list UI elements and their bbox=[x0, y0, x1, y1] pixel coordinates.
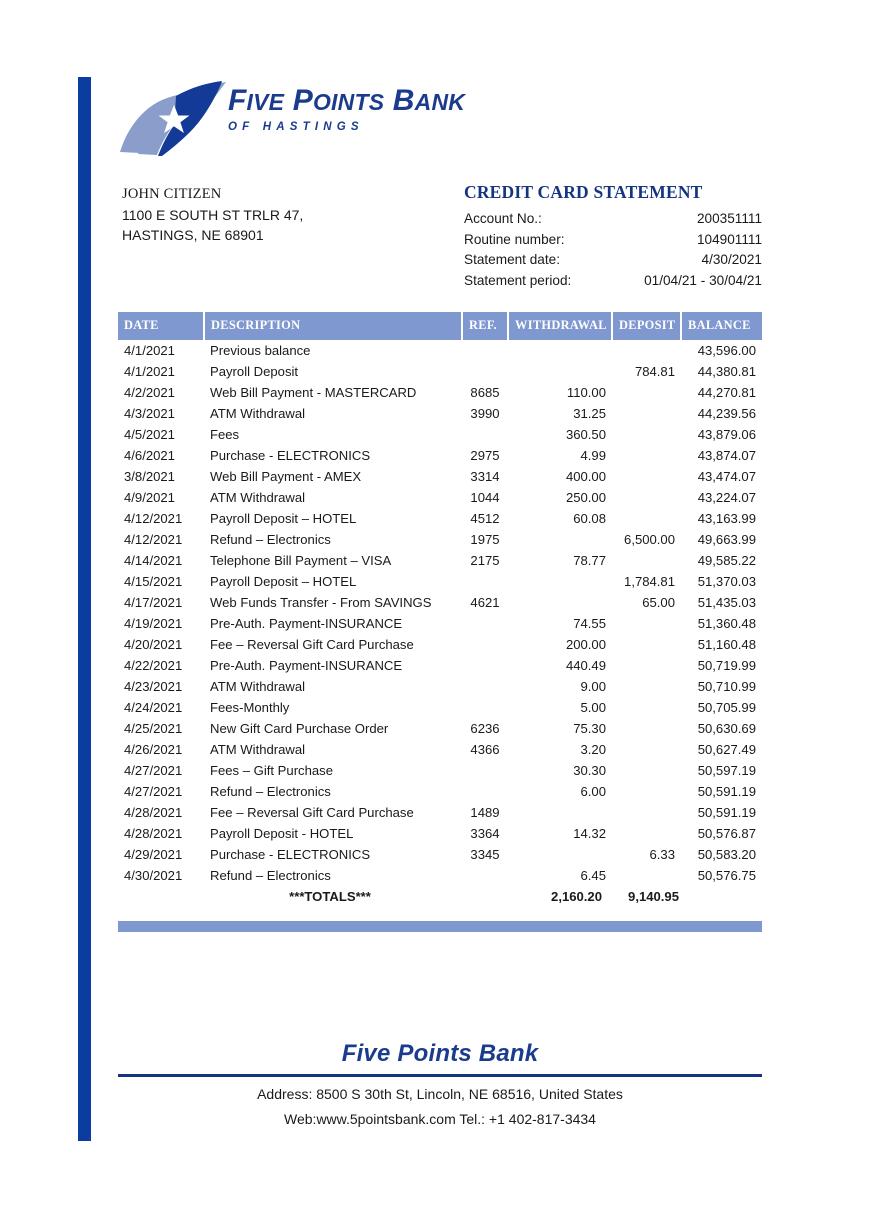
transaction-withdrawal bbox=[508, 802, 612, 823]
transaction-description: Previous balance bbox=[210, 343, 311, 358]
transaction-deposit: 784.81 bbox=[634, 364, 675, 379]
table-body bbox=[118, 340, 762, 907]
transaction-balance: 51,370.03 bbox=[697, 574, 756, 589]
transaction-description: ATM Withdrawal bbox=[210, 406, 306, 421]
transaction-withdrawal bbox=[508, 361, 612, 382]
transaction-description: Purchase - ELECTRONICS bbox=[210, 847, 371, 862]
transaction-date: 4/12/2021 bbox=[124, 511, 183, 526]
transaction-ref: 6236 bbox=[470, 721, 500, 736]
table-row bbox=[118, 760, 762, 781]
transaction-withdrawal: 200.00 bbox=[565, 637, 606, 652]
transaction-deposit: 6.33 bbox=[649, 847, 675, 862]
transaction-ref: 4512 bbox=[470, 511, 500, 526]
column-header-deposit: DEPOSIT bbox=[612, 312, 681, 340]
totals-spacer bbox=[118, 886, 204, 907]
transaction-description: Fees – Gift Purchase bbox=[210, 763, 333, 778]
totals-row bbox=[118, 886, 762, 907]
transaction-ref: 4366 bbox=[470, 742, 500, 757]
transaction-withdrawal: 110.00 bbox=[566, 385, 606, 400]
transaction-withdrawal: 400.00 bbox=[565, 469, 606, 484]
transaction-balance: 51,360.48 bbox=[697, 616, 756, 631]
transaction-deposit bbox=[612, 781, 681, 802]
table-row bbox=[118, 403, 762, 424]
transaction-balance: 43,596.00 bbox=[697, 343, 756, 358]
transaction-balance: 43,163.99 bbox=[697, 511, 756, 526]
totals-ref-spacer bbox=[462, 886, 508, 907]
transaction-date: 4/1/2021 bbox=[124, 364, 175, 379]
column-header-date: DATE bbox=[118, 312, 204, 340]
transaction-description: Fee – Reversal Gift Card Purchase bbox=[210, 637, 414, 652]
table-row bbox=[118, 445, 762, 466]
transaction-withdrawal: 14.32 bbox=[573, 826, 606, 841]
transaction-balance: 43,224.07 bbox=[697, 490, 756, 505]
table-row bbox=[118, 466, 762, 487]
transaction-deposit bbox=[612, 739, 681, 760]
transaction-description: ATM Withdrawal bbox=[210, 679, 306, 694]
transaction-date: 4/25/2021 bbox=[124, 721, 183, 736]
transactions-table bbox=[118, 312, 762, 907]
transaction-balance: 44,239.56 bbox=[697, 406, 756, 421]
transaction-date: 4/22/2021 bbox=[124, 658, 183, 673]
transaction-withdrawal: 250.00 bbox=[565, 490, 606, 505]
transaction-date: 4/1/2021 bbox=[124, 343, 175, 358]
table-row bbox=[118, 823, 762, 844]
statement-meta-label: Statement date: bbox=[464, 252, 560, 267]
transaction-balance: 50,591.19 bbox=[697, 784, 756, 799]
statement-meta-row bbox=[464, 230, 762, 251]
transaction-date: 4/14/2021 bbox=[124, 553, 183, 568]
transaction-date: 4/27/2021 bbox=[124, 763, 183, 778]
footer-bank-name: Five Points Bank bbox=[341, 1040, 539, 1067]
table-row bbox=[118, 781, 762, 802]
statement-meta-label: Routine number: bbox=[464, 231, 565, 247]
transaction-ref: 1489 bbox=[470, 805, 500, 820]
transaction-description: ATM Withdrawal bbox=[210, 490, 306, 505]
transaction-description: Telephone Bill Payment – VISA bbox=[210, 553, 392, 568]
transaction-description: Pre-Auth. Payment-INSURANCE bbox=[210, 658, 403, 673]
column-header-ref: REF. bbox=[462, 312, 508, 340]
transaction-description: Refund – Electronics bbox=[210, 532, 331, 547]
transaction-description: Web Bill Payment - MASTERCARD bbox=[210, 385, 417, 400]
table-row bbox=[118, 844, 762, 865]
table-bottom-bar bbox=[118, 921, 762, 932]
transaction-ref: 3990 bbox=[470, 406, 500, 421]
table-row bbox=[118, 655, 762, 676]
transaction-description: Fee – Reversal Gift Card Purchase bbox=[210, 805, 414, 820]
transaction-ref bbox=[462, 424, 508, 445]
transaction-ref bbox=[462, 571, 508, 592]
five-points-swoosh-icon bbox=[118, 74, 233, 158]
transaction-balance: 44,270.81 bbox=[697, 385, 756, 400]
table-row bbox=[118, 529, 762, 550]
transaction-description: New Gift Card Purchase Order bbox=[210, 721, 389, 736]
table-row bbox=[118, 571, 762, 592]
customer-address-line-1: 1100 E SOUTH ST TRLR 47, bbox=[122, 206, 304, 223]
footer-contact: Web:www.5pointsbank.com Tel.: +1 402-817-3434 bbox=[284, 1111, 596, 1127]
transaction-balance: 43,474.07 bbox=[697, 469, 756, 484]
transaction-deposit bbox=[612, 676, 681, 697]
transaction-deposit bbox=[612, 655, 681, 676]
transaction-ref: 3314 bbox=[470, 469, 500, 484]
transaction-withdrawal: 74.55 bbox=[573, 616, 606, 631]
transaction-withdrawal bbox=[508, 844, 612, 865]
table-row bbox=[118, 361, 762, 382]
transaction-withdrawal: 6.45 bbox=[580, 868, 606, 883]
transaction-ref: 8685 bbox=[470, 385, 500, 400]
totals-balance-spacer bbox=[681, 886, 762, 907]
totals-label: ***TOTALS*** bbox=[289, 889, 371, 904]
transaction-date: 4/12/2021 bbox=[124, 532, 183, 547]
table-row bbox=[118, 613, 762, 634]
table-header-row bbox=[118, 312, 762, 340]
transaction-date: 4/23/2021 bbox=[124, 679, 183, 694]
transaction-description: Payroll Deposit bbox=[210, 364, 299, 379]
transaction-ref bbox=[462, 676, 508, 697]
transaction-balance: 50,583.20 bbox=[697, 847, 756, 862]
transaction-withdrawal: 60.08 bbox=[573, 511, 606, 526]
transaction-deposit bbox=[612, 445, 681, 466]
transaction-withdrawal bbox=[508, 592, 612, 613]
transaction-ref bbox=[462, 760, 508, 781]
transaction-description: Payroll Deposit – HOTEL bbox=[210, 511, 357, 526]
table-header bbox=[118, 312, 762, 340]
transaction-date: 4/20/2021 bbox=[124, 637, 183, 652]
statement-meta-row bbox=[464, 271, 762, 292]
transaction-deposit bbox=[612, 550, 681, 571]
transaction-balance: 50,719.99 bbox=[697, 658, 756, 673]
transaction-deposit bbox=[612, 865, 681, 886]
transaction-balance: 49,663.99 bbox=[697, 532, 756, 547]
transaction-ref bbox=[462, 781, 508, 802]
transaction-date: 3/8/2021 bbox=[124, 469, 175, 484]
transaction-balance: 50,705.99 bbox=[697, 700, 756, 715]
transaction-balance: 50,576.75 bbox=[697, 868, 756, 883]
customer-name: JOHN CITIZEN bbox=[122, 186, 222, 202]
statement-meta-row bbox=[464, 209, 762, 230]
transaction-withdrawal: 3.20 bbox=[580, 742, 606, 757]
transaction-ref bbox=[462, 655, 508, 676]
table-row bbox=[118, 634, 762, 655]
statement-title: CREDIT CARD STATEMENT bbox=[464, 182, 703, 202]
transaction-deposit bbox=[612, 613, 681, 634]
page-footer bbox=[118, 1040, 762, 1130]
transaction-balance: 50,627.49 bbox=[697, 742, 756, 757]
transaction-deposit bbox=[612, 760, 681, 781]
footer-divider bbox=[118, 1074, 762, 1077]
statement-meta-value: 4/30/2021 bbox=[701, 252, 762, 267]
transaction-withdrawal: 360.50 bbox=[565, 427, 606, 442]
transaction-balance: 50,591.19 bbox=[697, 805, 756, 820]
transaction-ref bbox=[462, 865, 508, 886]
transaction-withdrawal: 9.00 bbox=[580, 679, 606, 694]
totals-deposit: 9,140.95 bbox=[628, 889, 679, 904]
transaction-date: 4/28/2021 bbox=[124, 826, 183, 841]
statement-meta-block bbox=[464, 182, 762, 291]
left-accent-bar bbox=[78, 77, 91, 1141]
transaction-balance: 50,576.87 bbox=[697, 826, 756, 841]
transaction-date: 4/5/2021 bbox=[124, 427, 175, 442]
transaction-description: Refund – Electronics bbox=[210, 784, 331, 799]
column-header-withdrawal: WITHDRAWAL bbox=[508, 312, 612, 340]
transaction-ref bbox=[462, 613, 508, 634]
transaction-date: 4/30/2021 bbox=[124, 868, 183, 883]
transaction-deposit bbox=[612, 403, 681, 424]
transaction-withdrawal: 6.00 bbox=[580, 784, 606, 799]
transaction-deposit bbox=[612, 487, 681, 508]
table-row bbox=[118, 676, 762, 697]
transaction-description: ATM Withdrawal bbox=[210, 742, 306, 757]
transaction-date: 4/2/2021 bbox=[124, 385, 175, 400]
statement-meta-label: Account No.: bbox=[464, 211, 542, 226]
bank-tagline: OF HASTINGS bbox=[228, 121, 364, 133]
transaction-deposit bbox=[612, 466, 681, 487]
transaction-balance: 44,380.81 bbox=[697, 364, 756, 379]
statement-meta-value: 200351111 bbox=[696, 211, 762, 226]
transaction-withdrawal: 5.00 bbox=[580, 700, 606, 715]
transaction-balance: 49,585.22 bbox=[697, 553, 756, 568]
transaction-withdrawal: 440.49 bbox=[565, 658, 606, 673]
transaction-withdrawal bbox=[508, 571, 612, 592]
transaction-description: Payroll Deposit – HOTEL bbox=[210, 574, 357, 589]
transactions-table-wrap bbox=[118, 312, 762, 907]
transaction-date: 4/6/2021 bbox=[124, 448, 175, 463]
transaction-withdrawal: 30.30 bbox=[573, 763, 606, 778]
transaction-ref bbox=[462, 634, 508, 655]
transaction-deposit bbox=[612, 802, 681, 823]
transaction-deposit bbox=[612, 508, 681, 529]
transaction-ref: 3364 bbox=[470, 826, 500, 841]
table-row bbox=[118, 865, 762, 886]
transaction-description: Fees-Monthly bbox=[210, 700, 290, 715]
transaction-balance: 50,597.19 bbox=[697, 763, 756, 778]
table-row bbox=[118, 487, 762, 508]
totals-withdrawal: 2,160.20 bbox=[551, 889, 602, 904]
transaction-deposit bbox=[612, 823, 681, 844]
transaction-deposit bbox=[612, 382, 681, 403]
transaction-ref bbox=[462, 361, 508, 382]
table-row bbox=[118, 592, 762, 613]
transaction-balance: 51,160.48 bbox=[697, 637, 756, 652]
customer-address-line-2: HASTINGS, NE 68901 bbox=[122, 227, 264, 243]
transaction-deposit: 65.00 bbox=[642, 595, 675, 610]
transaction-ref: 1975 bbox=[470, 532, 500, 547]
transaction-ref bbox=[462, 340, 508, 361]
transaction-ref: 4621 bbox=[470, 595, 500, 610]
transaction-date: 4/15/2021 bbox=[124, 574, 183, 589]
footer-address: Address: 8500 S 30th St, Lincoln, NE 68516, United States bbox=[257, 1086, 623, 1102]
transaction-date: 4/17/2021 bbox=[124, 595, 183, 610]
transaction-withdrawal: 78.77 bbox=[573, 553, 606, 568]
transaction-deposit: 6,500.00 bbox=[624, 532, 675, 547]
transaction-description: Purchase - ELECTRONICS bbox=[210, 448, 371, 463]
column-header-balance: BALANCE bbox=[681, 312, 762, 340]
transaction-description: Web Bill Payment - AMEX bbox=[210, 469, 362, 484]
customer-address-block bbox=[122, 184, 442, 246]
transaction-ref: 2975 bbox=[470, 448, 500, 463]
transaction-description: Fees bbox=[210, 427, 240, 442]
transaction-date: 4/28/2021 bbox=[124, 805, 183, 820]
bank-logo bbox=[118, 70, 518, 162]
table-row bbox=[118, 802, 762, 823]
transaction-withdrawal: 31.25 bbox=[573, 406, 606, 421]
statement-meta-value: 104901111 bbox=[696, 231, 762, 247]
table-row bbox=[118, 382, 762, 403]
transaction-description: Web Funds Transfer - From SAVINGS bbox=[210, 595, 432, 610]
table-row bbox=[118, 697, 762, 718]
transaction-balance: 43,879.06 bbox=[697, 427, 756, 442]
table-row bbox=[118, 340, 762, 361]
transaction-withdrawal: 4.99 bbox=[580, 448, 606, 463]
transaction-deposit bbox=[612, 718, 681, 739]
transaction-date: 4/19/2021 bbox=[124, 616, 183, 631]
transaction-withdrawal: 75.30 bbox=[573, 721, 606, 736]
table-row bbox=[118, 550, 762, 571]
transaction-description: Pre-Auth. Payment-INSURANCE bbox=[210, 616, 403, 631]
transaction-date: 4/24/2021 bbox=[124, 700, 183, 715]
statement-meta-label: Statement period: bbox=[464, 272, 572, 288]
transaction-date: 4/9/2021 bbox=[124, 490, 175, 505]
table-row bbox=[118, 739, 762, 760]
transaction-ref: 3345 bbox=[470, 847, 500, 862]
table-row bbox=[118, 508, 762, 529]
transaction-withdrawal bbox=[508, 529, 612, 550]
table-row bbox=[118, 424, 762, 445]
column-header-description: DESCRIPTION bbox=[204, 312, 462, 340]
transaction-deposit bbox=[612, 424, 681, 445]
transaction-date: 4/3/2021 bbox=[124, 406, 175, 421]
statement-meta-value: 01/04/21 - 30/04/21 bbox=[644, 272, 762, 288]
transaction-ref: 2175 bbox=[470, 553, 500, 568]
statement-meta-row bbox=[464, 250, 762, 271]
bank-name-logo: FIVE POINTS BANK bbox=[228, 84, 466, 117]
transaction-withdrawal bbox=[508, 340, 612, 361]
bank-logo-text bbox=[228, 86, 518, 133]
transaction-deposit bbox=[612, 340, 681, 361]
transaction-ref: 1044 bbox=[470, 490, 500, 505]
transaction-deposit bbox=[612, 697, 681, 718]
transaction-date: 4/29/2021 bbox=[124, 847, 183, 862]
transaction-date: 4/27/2021 bbox=[124, 784, 183, 799]
transaction-balance: 51,435.03 bbox=[697, 595, 756, 610]
transaction-balance: 43,874.07 bbox=[697, 448, 756, 463]
transaction-balance: 50,630.69 bbox=[697, 721, 756, 736]
transaction-description: Payroll Deposit - HOTEL bbox=[210, 826, 354, 841]
transaction-deposit: 1,784.81 bbox=[624, 574, 675, 589]
table-row bbox=[118, 718, 762, 739]
transaction-ref bbox=[462, 697, 508, 718]
transaction-date: 4/26/2021 bbox=[124, 742, 183, 757]
transaction-balance: 50,710.99 bbox=[697, 679, 756, 694]
transaction-description: Refund – Electronics bbox=[210, 868, 331, 883]
transaction-deposit bbox=[612, 634, 681, 655]
